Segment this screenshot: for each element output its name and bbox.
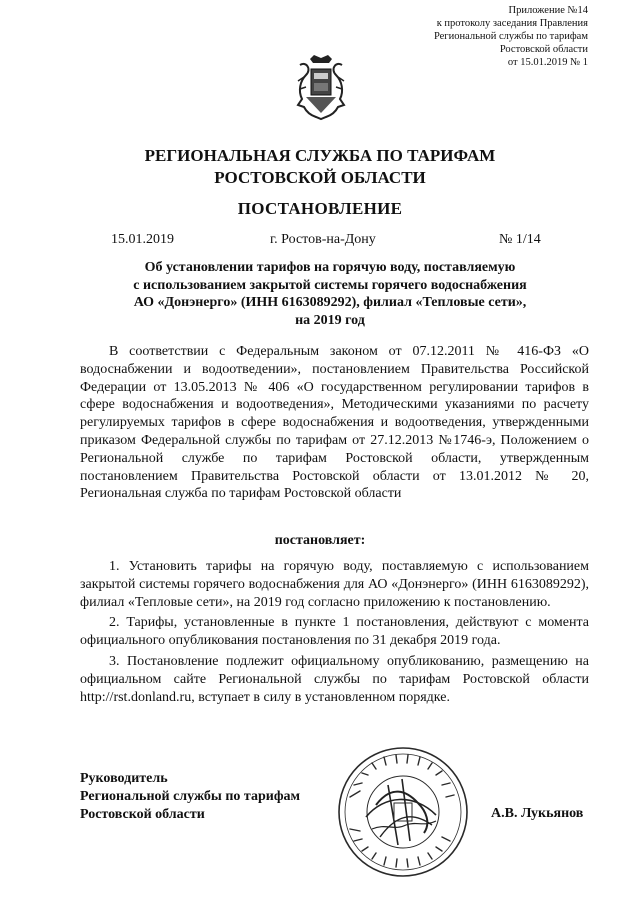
signatory-title-line: Руководитель (80, 771, 168, 786)
signatory-title-line: Региональной службы по тарифам (80, 789, 301, 804)
resolution-item: 3. Постановление подлежит официальному опубликованию, размещению на официальном сайте Региональной службы по тарифам Ростовской области http://rst.donland.ru, вступает в силу в установленном порядке. (80, 653, 589, 705)
annex-header (328, 4, 588, 69)
subject-line: на 2019 год (295, 312, 365, 328)
official-seal-icon (336, 745, 470, 879)
signatory-title-line: Ростовской области (80, 807, 205, 822)
annex-line: Ростовской области (499, 44, 588, 55)
subject-line: АО «Донэнерго» (ИНН 6163089292), филиал «Тепловые сети», (133, 295, 527, 310)
annex-line: от 15.01.2019 № 1 (507, 57, 588, 68)
signatory-title (80, 770, 300, 824)
resolution-items (80, 558, 589, 709)
preamble-paragraph: В соответствии с Федеральным законом от 07.12.2011 № 416-ФЗ «О водоснабжении и водоотведении», постановлением Правительства Российской Федерации от 13.05.2013 № 406 «О государственном регулировании тарифов в сфере водоснабжения и водоотведения», Методическими указаниями по расчету регулируемых тарифов в сфере водоснабжения и водоотведения, утвержденными приказом Федеральной службы по тарифам от 27.12.2013 №1746-э, Положением о Региональной службе по тарифам Ростовской области, утвержденным постановлением Правительства Ростовской области от 13.01.2012 № 20, Региональная служба по тарифам Ростовской области (80, 344, 589, 502)
document-number: № 1/14 (499, 232, 541, 247)
document-date: 15.01.2019 (111, 232, 174, 247)
resolution-keyword: постановляет: (274, 533, 366, 548)
resolution-item: 1. Установить тарифы на горячую воду, поставляемую с использованием закрытой системы горячего водоснабжения для АО «Донэнерго» (ИНН 6163089292), филиал «Тепловые сети», на 2019 год согласно приложению к постановлению. (80, 559, 589, 610)
document-type: ПОСТАНОВЛЕНИЕ (237, 199, 403, 218)
annex-line: Региональной службы по тарифам (433, 31, 588, 42)
annex-line: к протоколу заседания Правления (436, 18, 588, 29)
agency-title (0, 145, 640, 189)
resolution-item: 2. Тарифы, установленные в пункте 1 постановления, действуют с момента официального опубликования постановления по 31 декабря 2019 года. (80, 615, 589, 649)
signatory-name: А.В. Лукьянов (491, 806, 584, 821)
agency-title-line: РОСТОВСКОЙ ОБЛАСТИ (214, 168, 426, 187)
document-subject (80, 259, 580, 329)
coat-of-arms-icon (296, 55, 346, 121)
subject-line: с использованием закрытой системы горячего водоснабжения (133, 277, 527, 293)
annex-line: Приложение №14 (508, 5, 588, 16)
subject-line: Об установлении тарифов на горячую воду, поставляемую (144, 260, 516, 275)
agency-title-line: РЕГИОНАЛЬНАЯ СЛУЖБА ПО ТАРИФАМ (144, 146, 496, 165)
document-city: г. Ростов-на-Дону (270, 232, 376, 247)
